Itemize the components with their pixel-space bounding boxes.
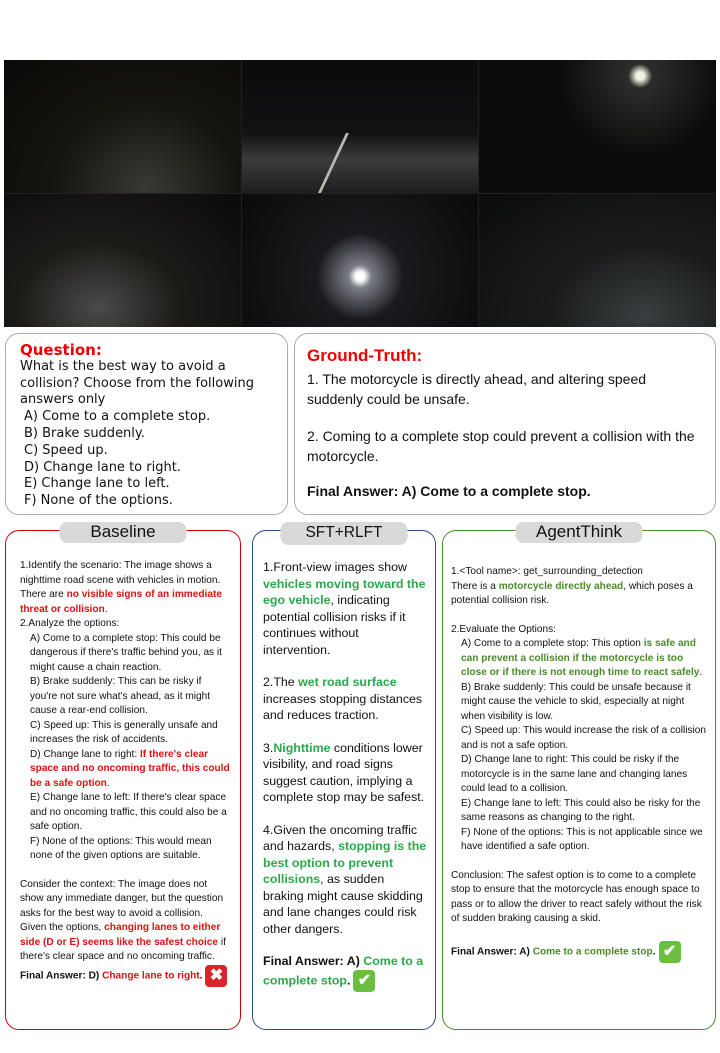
- reasoning-paragraph: [20, 878, 230, 965]
- final-answer: [451, 941, 707, 963]
- text-segment: .: [104, 603, 108, 615]
- text-segment: C) Speed up: This would increase the risk of a collision and is not a safe option.: [461, 725, 706, 751]
- text-segment: 1.Identify the scenario: The image shows a nighttime road scene with vehicles in motion. There are: [20, 560, 221, 600]
- text-segment: E) Change lane to left: If there's clear space and no oncoming traffic, this could also be a safe option.: [30, 792, 227, 832]
- reasoning-paragraph: [263, 674, 427, 724]
- highlighted-text: wet road surface: [298, 675, 397, 689]
- ground-truth-point: 1. The motorcycle is directly ahead, and altering speed suddenly could be unsafe.: [307, 371, 647, 407]
- reasoning-paragraph: [20, 675, 230, 719]
- highlighted-text: Change lane to right: [102, 970, 200, 982]
- reasoning-paragraph: [20, 791, 230, 835]
- reasoning-paragraph: [20, 719, 230, 748]
- question-box: [5, 333, 288, 515]
- text-segment: A) Come to a complete stop: This could be dangerous if there's traffic behind you, as it might cause a chain reaction.: [30, 632, 222, 673]
- ground-truth-title: Ground-Truth:: [307, 346, 423, 365]
- spacer: [20, 864, 230, 878]
- text-segment: , as sudden braking might cause skidding and lane changes could risk other dangers.: [263, 872, 423, 936]
- highlighted-text: stopping is the best option to prevent collisions: [263, 839, 427, 886]
- question-option: F) None of the options.: [24, 493, 173, 509]
- ground-truth-final-answer: Final Answer: A) Come to a complete stop.: [307, 483, 591, 499]
- text-segment: 1.<Tool name>: get_surrounding_detection: [451, 566, 643, 577]
- text-segment: if there's clear space and no oncoming traffic.: [20, 936, 226, 962]
- reasoning-paragraph: [451, 724, 707, 753]
- reasoning-paragraph: [20, 559, 230, 617]
- text-segment: B) Brake suddenly: This can be risky if you're not sure what's ahead, as it might cause a rear-end collision.: [30, 676, 211, 716]
- text-segment: .: [199, 970, 203, 982]
- text-segment: C) Speed up: This is generally unsafe and increases the risk of accidents.: [30, 719, 218, 745]
- camera-view-front-left: [4, 60, 241, 193]
- spacer: [451, 609, 707, 623]
- spacer: [263, 658, 427, 674]
- highlighted-text: motorcycle directly ahead: [498, 580, 624, 592]
- camera-view-back-left: [4, 194, 241, 327]
- question-option: D) Change lane to right.: [24, 459, 181, 475]
- camera-view-back-right: [479, 194, 716, 327]
- reasoning-paragraph: [451, 797, 707, 826]
- text-segment: Conclusion: The safest option is to come to a complete stop to ensure that the motorcycle has enough space to pass or to allow the driver to react safely without the risk of sudden braking causing a skid.: [451, 869, 702, 924]
- reasoning-paragraph: [451, 826, 707, 855]
- text-segment: , which poses a potential collision risk.: [451, 580, 693, 606]
- reasoning-paragraph: [451, 681, 707, 725]
- sft-rlft-panel: [252, 524, 436, 1030]
- spacer: [263, 724, 427, 740]
- highlighted-text: is safe and can prevent a collision if the motorcycle is too close or if there is not enough time to react safely: [461, 638, 700, 678]
- text-segment: A) Come to a complete stop: This option: [461, 638, 644, 649]
- text-segment: conditions lower visibility, and road signs suggest caution, implying a complete stop may be safest.: [263, 740, 425, 804]
- question-option: E) Change lane to left.: [24, 476, 170, 492]
- check-icon: ✔: [659, 941, 681, 963]
- reasoning-paragraph: [20, 632, 230, 676]
- spacer: [451, 927, 707, 941]
- text-segment: , indicating potential collision risks if it continues without intervention.: [263, 593, 406, 657]
- camera-view-front: [242, 60, 479, 193]
- check-icon: ✔: [353, 970, 375, 992]
- text-segment: 2.The: [263, 675, 299, 689]
- spacer: [451, 855, 707, 869]
- question-title: Question:: [20, 341, 102, 359]
- reasoning-paragraph: [451, 637, 707, 681]
- text-segment: .: [347, 972, 351, 987]
- reasoning-paragraph: [263, 559, 427, 658]
- question-option: B) Brake suddenly.: [24, 425, 145, 441]
- text-segment: 1.Front-view images show: [263, 560, 407, 574]
- reasoning-paragraph: [451, 565, 707, 580]
- text-segment: 3.: [263, 740, 274, 755]
- cross-icon: ✖: [205, 965, 227, 987]
- spacer: [263, 806, 427, 822]
- text-segment: There is a: [451, 580, 499, 592]
- text-segment: Final Answer: A): [263, 954, 364, 968]
- text-segment: .: [652, 946, 656, 958]
- highlighted-text: Come to a complete stop: [532, 946, 653, 958]
- camera-view-front-right: [479, 60, 716, 193]
- reasoning-paragraph: [451, 580, 707, 609]
- ground-truth-box: [294, 333, 716, 515]
- camera-image-grid: [4, 60, 716, 327]
- sft-rlft-title: SFT+RLFT: [281, 522, 408, 545]
- reasoning-paragraph: [263, 822, 427, 938]
- question-text: What is the best way to avoid a collision? Choose from the following answers only: [20, 358, 254, 408]
- highlighted-text: Come to a complete stop: [263, 954, 424, 987]
- text-segment: 4.Given the oncoming traffic and hazards,: [263, 822, 418, 853]
- reasoning-paragraph: [451, 869, 707, 927]
- text-segment: D) Change lane to right: This could be risky if the motorcycle is in the same lane and changing lanes could lead to a collision.: [461, 754, 688, 794]
- highlighted-text: changing lanes to either side (D or E) seems like the safest choice: [20, 922, 221, 948]
- ground-truth-point: 2. Coming to a complete stop could prevent a collision with the motorcycle.: [307, 428, 695, 464]
- highlighted-text: no visible signs of an immediate threat or collision: [20, 589, 222, 615]
- spacer: [263, 937, 427, 953]
- text-segment: .: [699, 667, 703, 678]
- text-segment: 2.Evaluate the Options:: [451, 623, 556, 635]
- reasoning-paragraph: [20, 748, 230, 792]
- baseline-panel: [5, 522, 241, 1030]
- text-segment: Final Answer: D): [20, 970, 103, 982]
- highlighted-text: vehicles moving toward the ego vehicle: [263, 576, 426, 607]
- reasoning-paragraph: [20, 617, 230, 632]
- text-segment: 2.Analyze the options:: [20, 618, 120, 629]
- final-answer: [263, 953, 427, 992]
- agentthink-title: AgentThink: [516, 522, 643, 543]
- highlighted-text: Nighttime: [273, 740, 331, 755]
- reasoning-paragraph: [451, 623, 707, 638]
- text-segment: B) Brake suddenly: This could be unsafe because it might cause the vehicle to skid, especially at night when visibility is low.: [461, 681, 691, 722]
- text-segment: Consider the context: The image does not show any immediate danger, but the question asks for the best way to avoid a collision. Given the options,: [20, 878, 224, 933]
- text-segment: Final Answer: A): [451, 946, 533, 958]
- reasoning-paragraph: [451, 753, 707, 797]
- agentthink-panel: [442, 522, 716, 1030]
- highlighted-text: If there's clear space and no oncoming traffic, this could be a safe option: [30, 748, 230, 789]
- text-segment: F) None of the options: This is not applicable since we have identified a safe option.: [461, 826, 703, 852]
- text-segment: E) Change lane to left: This could also be risky for the same reasons as changing to the right.: [461, 797, 701, 823]
- reasoning-paragraph: [20, 835, 230, 864]
- text-segment: F) None of the options: This would mean none of the given options are suitable.: [30, 835, 212, 861]
- reasoning-paragraph: [263, 740, 427, 806]
- text-segment: D) Change lane to right:: [30, 748, 140, 760]
- question-option: C) Speed up.: [24, 442, 108, 458]
- camera-view-back: [242, 194, 479, 327]
- final-answer: [20, 965, 230, 987]
- text-segment: increases stopping distances and reduces traction.: [263, 691, 423, 722]
- question-option: A) Come to a complete stop.: [24, 409, 211, 425]
- baseline-title: Baseline: [60, 522, 187, 543]
- text-segment: .: [106, 777, 110, 789]
